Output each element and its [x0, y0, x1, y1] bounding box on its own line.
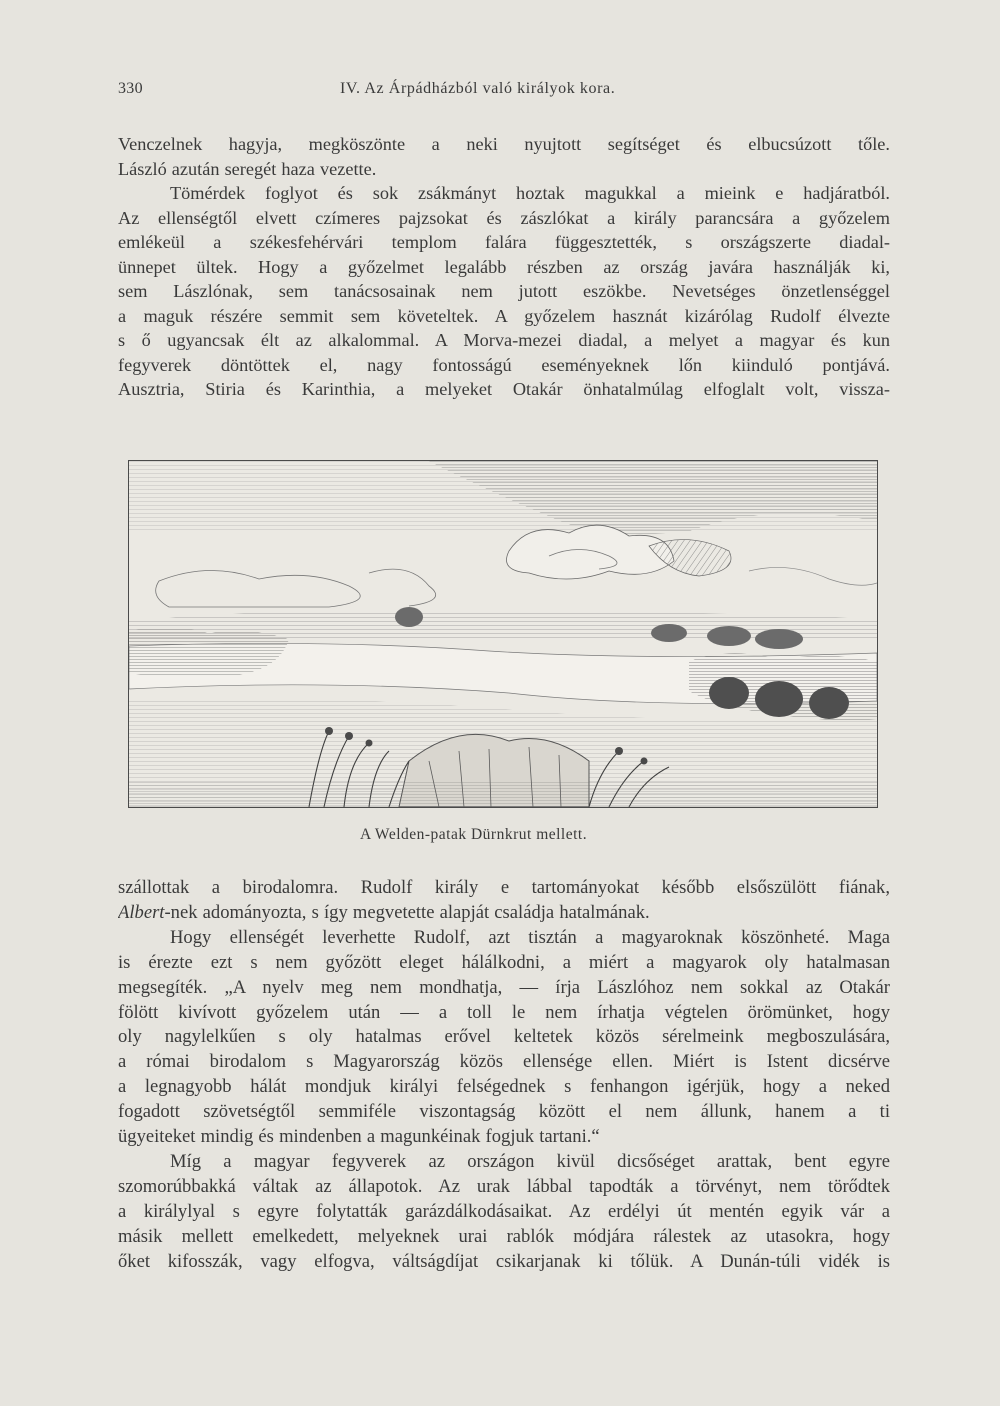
- text-line: is érezte ezt s nem győzött eleget hálálkodni, a miért a magyarok oly hatalmasan: [118, 951, 890, 973]
- text-line: a legnagyobb hálát mondjuk királyi felségednek s fenhangon igérjük, hogy a neked: [118, 1076, 890, 1098]
- text-line: őket kifosszák, vagy elfogva, váltságdíjat csikarjanak ki tőlük. A Dunán-túli vidék is: [118, 1250, 890, 1272]
- text-line: Venczelnek hagyja, megköszönte a neki nyujtott segítséget és elbucsúzott tőle.: [118, 134, 890, 154]
- text-line: Ausztria, Stiria és Karinthia, a melyeket Otakár önhatalmúlag elfoglalt volt, vissza-: [118, 379, 890, 399]
- text-line: szállottak a birodalomra. Rudolf király e tartományokat később elsőszülött fiának,: [118, 877, 890, 898]
- landscape-engraving: [129, 461, 877, 807]
- text-line: [118, 901, 890, 926]
- text-line: a maguk részére semmit sem követeltek. A győzelem hasznát kizárólag Rudolf élvezte: [118, 305, 890, 326]
- text-block-bottom: [118, 876, 890, 1275]
- text-line: s ő ugyancsak élt az alkalommal. A Morva-mezei diadal, a melyet a magyar és kun: [118, 330, 890, 350]
- figure-caption: A Welden-patak Dürnkrut mellett.: [360, 826, 588, 843]
- text-line: Hogy ellenségét leverhette Rudolf, azt tisztán a magyaroknak köszönheté. Maga: [170, 926, 890, 948]
- text-line: emlékeül a székesfehérvári templom falára függesztették, s országszerte diadal-: [118, 232, 890, 252]
- text-line: ügyeiteket mindig és mindenben a magunkéinak fogjuk tartani.“: [118, 1126, 600, 1148]
- text-line: Míg a magyar fegyverek az országon kivül dicsőséget arattak, bent egyre: [170, 1150, 890, 1172]
- text-line: Tömérdek foglyot és sok zsákmányt hoztak magukkal a mieink e hadjáratból.: [170, 183, 890, 203]
- text-line: oly nagylelkűen s oly hatalmas erővel keltetek közös sérelmeink megboszulására,: [118, 1026, 890, 1048]
- text-fragment: -nek adományozta, s így megvetette alapját családja hatalmának.: [164, 901, 650, 923]
- text-line: megsegíték. „A nyelv meg nem mondhatja, — írja Lászlóhoz nem sokkal az Otakár: [118, 976, 890, 998]
- text-line: szomorúbbakká váltak az állapotok. Az urak lábbal tapodták a törvényt, nem törődtek: [118, 1175, 890, 1197]
- page-header: [118, 80, 888, 102]
- text-line: fölött kivívott győzelem után — a toll le nem írhatja végtelen örömünket, hogy: [118, 1001, 890, 1023]
- text-line: fogadott szövetségtől semmiféle viszontagság között el nem állunk, hanem a ti: [118, 1101, 890, 1123]
- text-line: ünnepet ültek. Hogy a győzelmet legalább részben az ország javára használják ki,: [118, 256, 890, 277]
- text-line: László azután seregét haza vezette.: [118, 158, 377, 179]
- text-block-top: [118, 132, 890, 402]
- italic-name: Albert: [118, 901, 165, 923]
- text-line: másik mellett emelkedett, melyeknek urai rablók módjára rálestek az utasokra, hogy: [118, 1225, 890, 1247]
- text-line: a királylyal s egyre folytatták garázdálkodásaikat. Az erdélyi út mentén egyik vár a: [118, 1200, 890, 1222]
- page-number: 330: [118, 80, 143, 97]
- text-line: a római birodalom s Magyarország közös ellensége ellen. Miért is Istent dicsérve: [118, 1051, 890, 1073]
- text-line: Az ellenségtől elvett czímeres pajzsokat és zászlókat a király parancsára a győzelem: [118, 207, 890, 228]
- landscape-illustration: [128, 460, 878, 808]
- running-head: IV. Az Árpádházból való királyok kora.: [340, 80, 616, 97]
- text-line: sem Lászlónak, sem tanácsosainak nem jutott eszökbe. Nevetséges önzetlenséggel: [118, 281, 890, 301]
- text-line: fegyverek döntöttek el, nagy fontosságú eseményeknek lőn kiinduló pontjává.: [118, 354, 890, 375]
